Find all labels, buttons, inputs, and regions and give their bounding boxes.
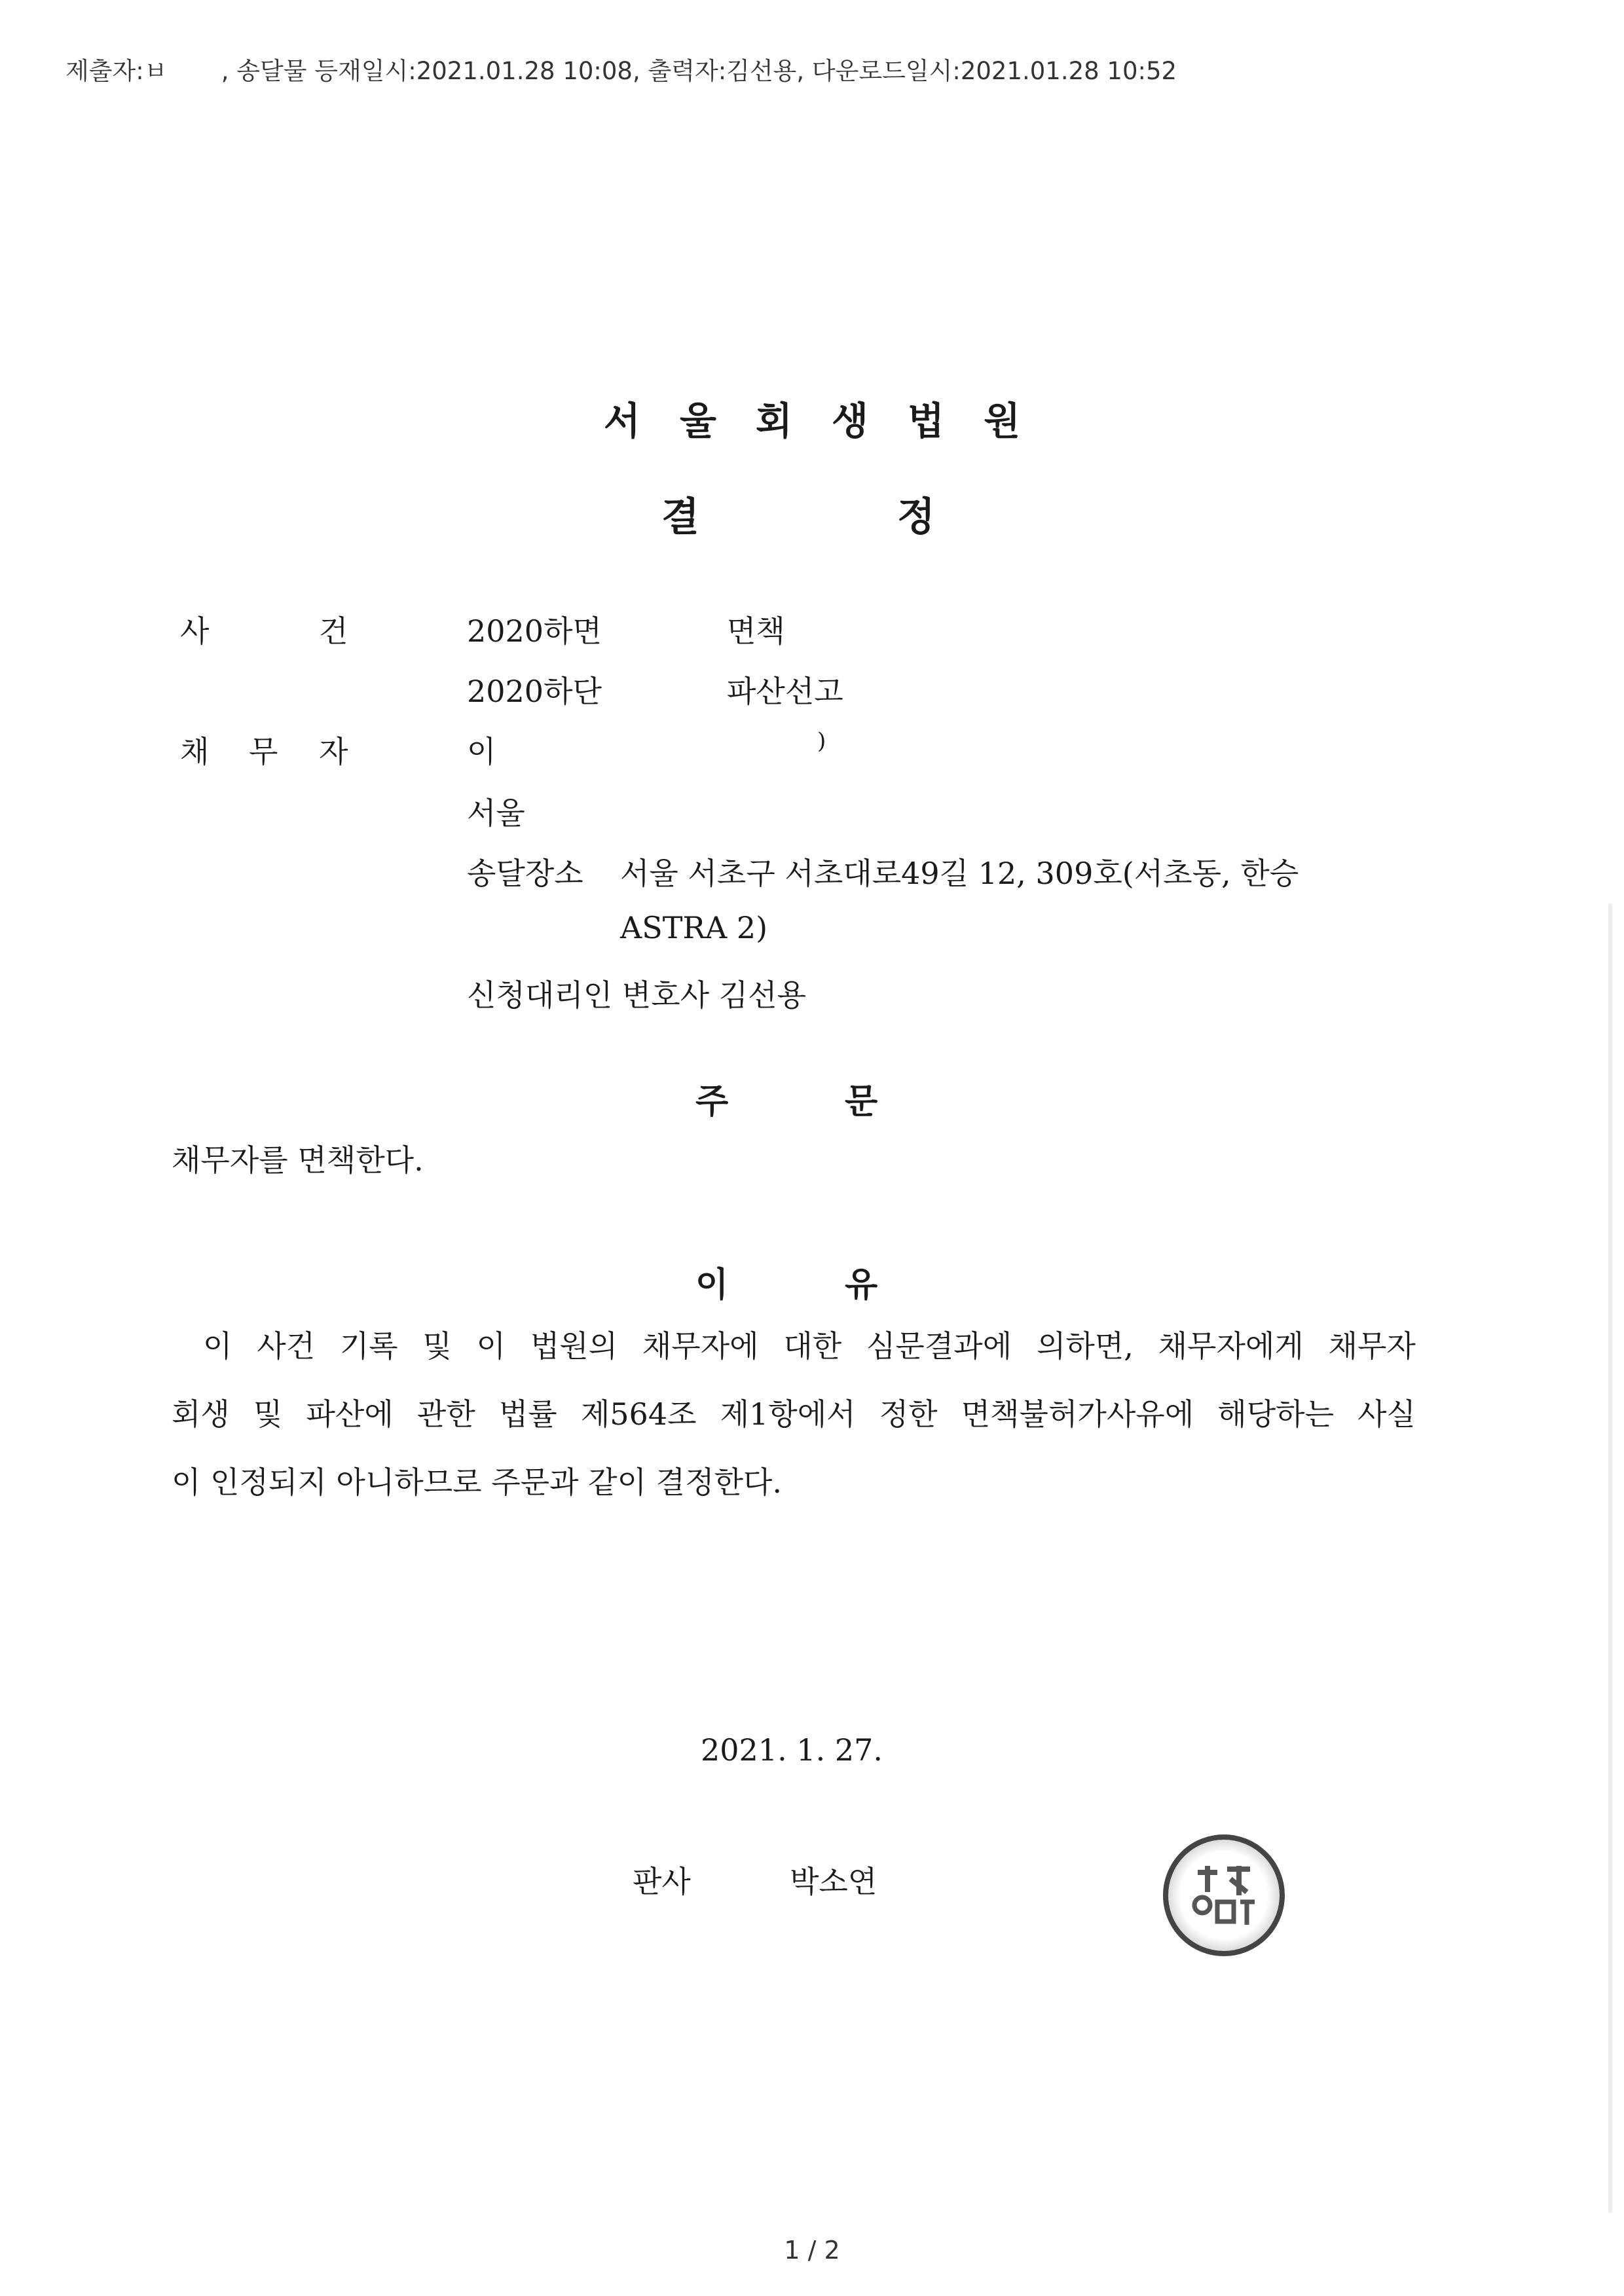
court-title-char: 원 [984,399,1021,443]
judge-title: 판사 [633,1864,691,1899]
word: 면책불허가사유에 [961,1396,1194,1432]
word: 이 [203,1328,232,1364]
submission-header: 제출자:ㅂ , 송달물 등재일시:2021.01.28 10:08, 출력자:김선용, 다운로드일시:2021.01.28 10:52 [65,57,1177,85]
order-text: 채무자를 면책한다. [172,1142,424,1178]
court-title-char: 회 [755,399,792,443]
word: 회생 [172,1396,230,1432]
word: 대한 [783,1328,842,1364]
word: 채무자 [1328,1328,1416,1364]
scan-edge-shadow [1608,903,1612,2213]
word: 파산에 [306,1396,394,1432]
word: 사건 [257,1328,316,1364]
word: 및 [253,1396,283,1432]
word: 채무자에게 [1158,1328,1304,1364]
order-heading-right: 문 [845,1082,878,1121]
debtor-label-char-2: 무 [249,734,278,769]
case-number-1: 2020하면 [467,613,602,649]
word: 정한 [879,1396,938,1432]
debtor-label-char-3: 자 [319,734,348,769]
applicant-agent: 신청대리인 변호사 김선용 [467,977,807,1013]
word: 및 [422,1328,452,1364]
word: 제564조 [580,1396,697,1432]
court-title [0,390,1624,445]
word: 해당하는 [1217,1396,1335,1432]
case-number-2: 2020하단 [467,674,602,709]
word: 관한 [416,1396,475,1432]
word: 심문결과에 [866,1328,1012,1364]
word: 채무자에 [642,1328,759,1364]
delivery-address-line-1: 서울 서초구 서초대로49길 12, 309호(서초동, 한승 [620,856,1299,891]
reason-heading-left: 이 [695,1266,729,1305]
delivery-label: 송달장소 [467,856,583,891]
doc-title-right: 정 [897,494,935,540]
decision-date: 2021. 1. 27. [701,1732,883,1768]
court-title-char: 울 [679,399,716,443]
word: 법률 [498,1396,557,1432]
reason-line-1 [203,1322,1416,1366]
word: 이 [476,1328,506,1364]
reason-line-3: 이 인정되지 아니하므로 주문과 같이 결정한다. [172,1465,783,1500]
order-heading-left: 주 [695,1082,729,1121]
case-name-2: 파산선고 [727,674,843,709]
debtor-name-tail: ) [817,728,826,754]
debtor-name: 이 [467,734,496,769]
word: 기록 [339,1328,398,1364]
word: 사실 [1357,1396,1416,1432]
case-label-char-2: 건 [319,613,348,649]
case-label-char-1: 사 [180,613,210,649]
word: 제1항에서 [720,1396,856,1432]
reason-heading-right: 유 [845,1266,878,1305]
judge-name: 박소연 [790,1864,877,1899]
court-title-char: 서 [603,399,640,443]
delivery-address-line-2: ASTRA 2) [620,910,768,945]
doc-title-left: 결 [661,494,699,540]
reason-line-2 [172,1391,1416,1434]
debtor-address: 서울 [467,795,525,831]
word: 법원의 [530,1328,618,1364]
word: 의하면, [1036,1328,1134,1364]
page-number: 1 / 2 [784,2236,840,2265]
judge-seal-stamp [1163,1834,1285,1956]
court-title-char: 법 [908,399,945,443]
debtor-label-char-1: 채 [180,734,210,769]
court-title-char: 생 [832,399,869,443]
case-name-1: 면책 [727,613,785,649]
